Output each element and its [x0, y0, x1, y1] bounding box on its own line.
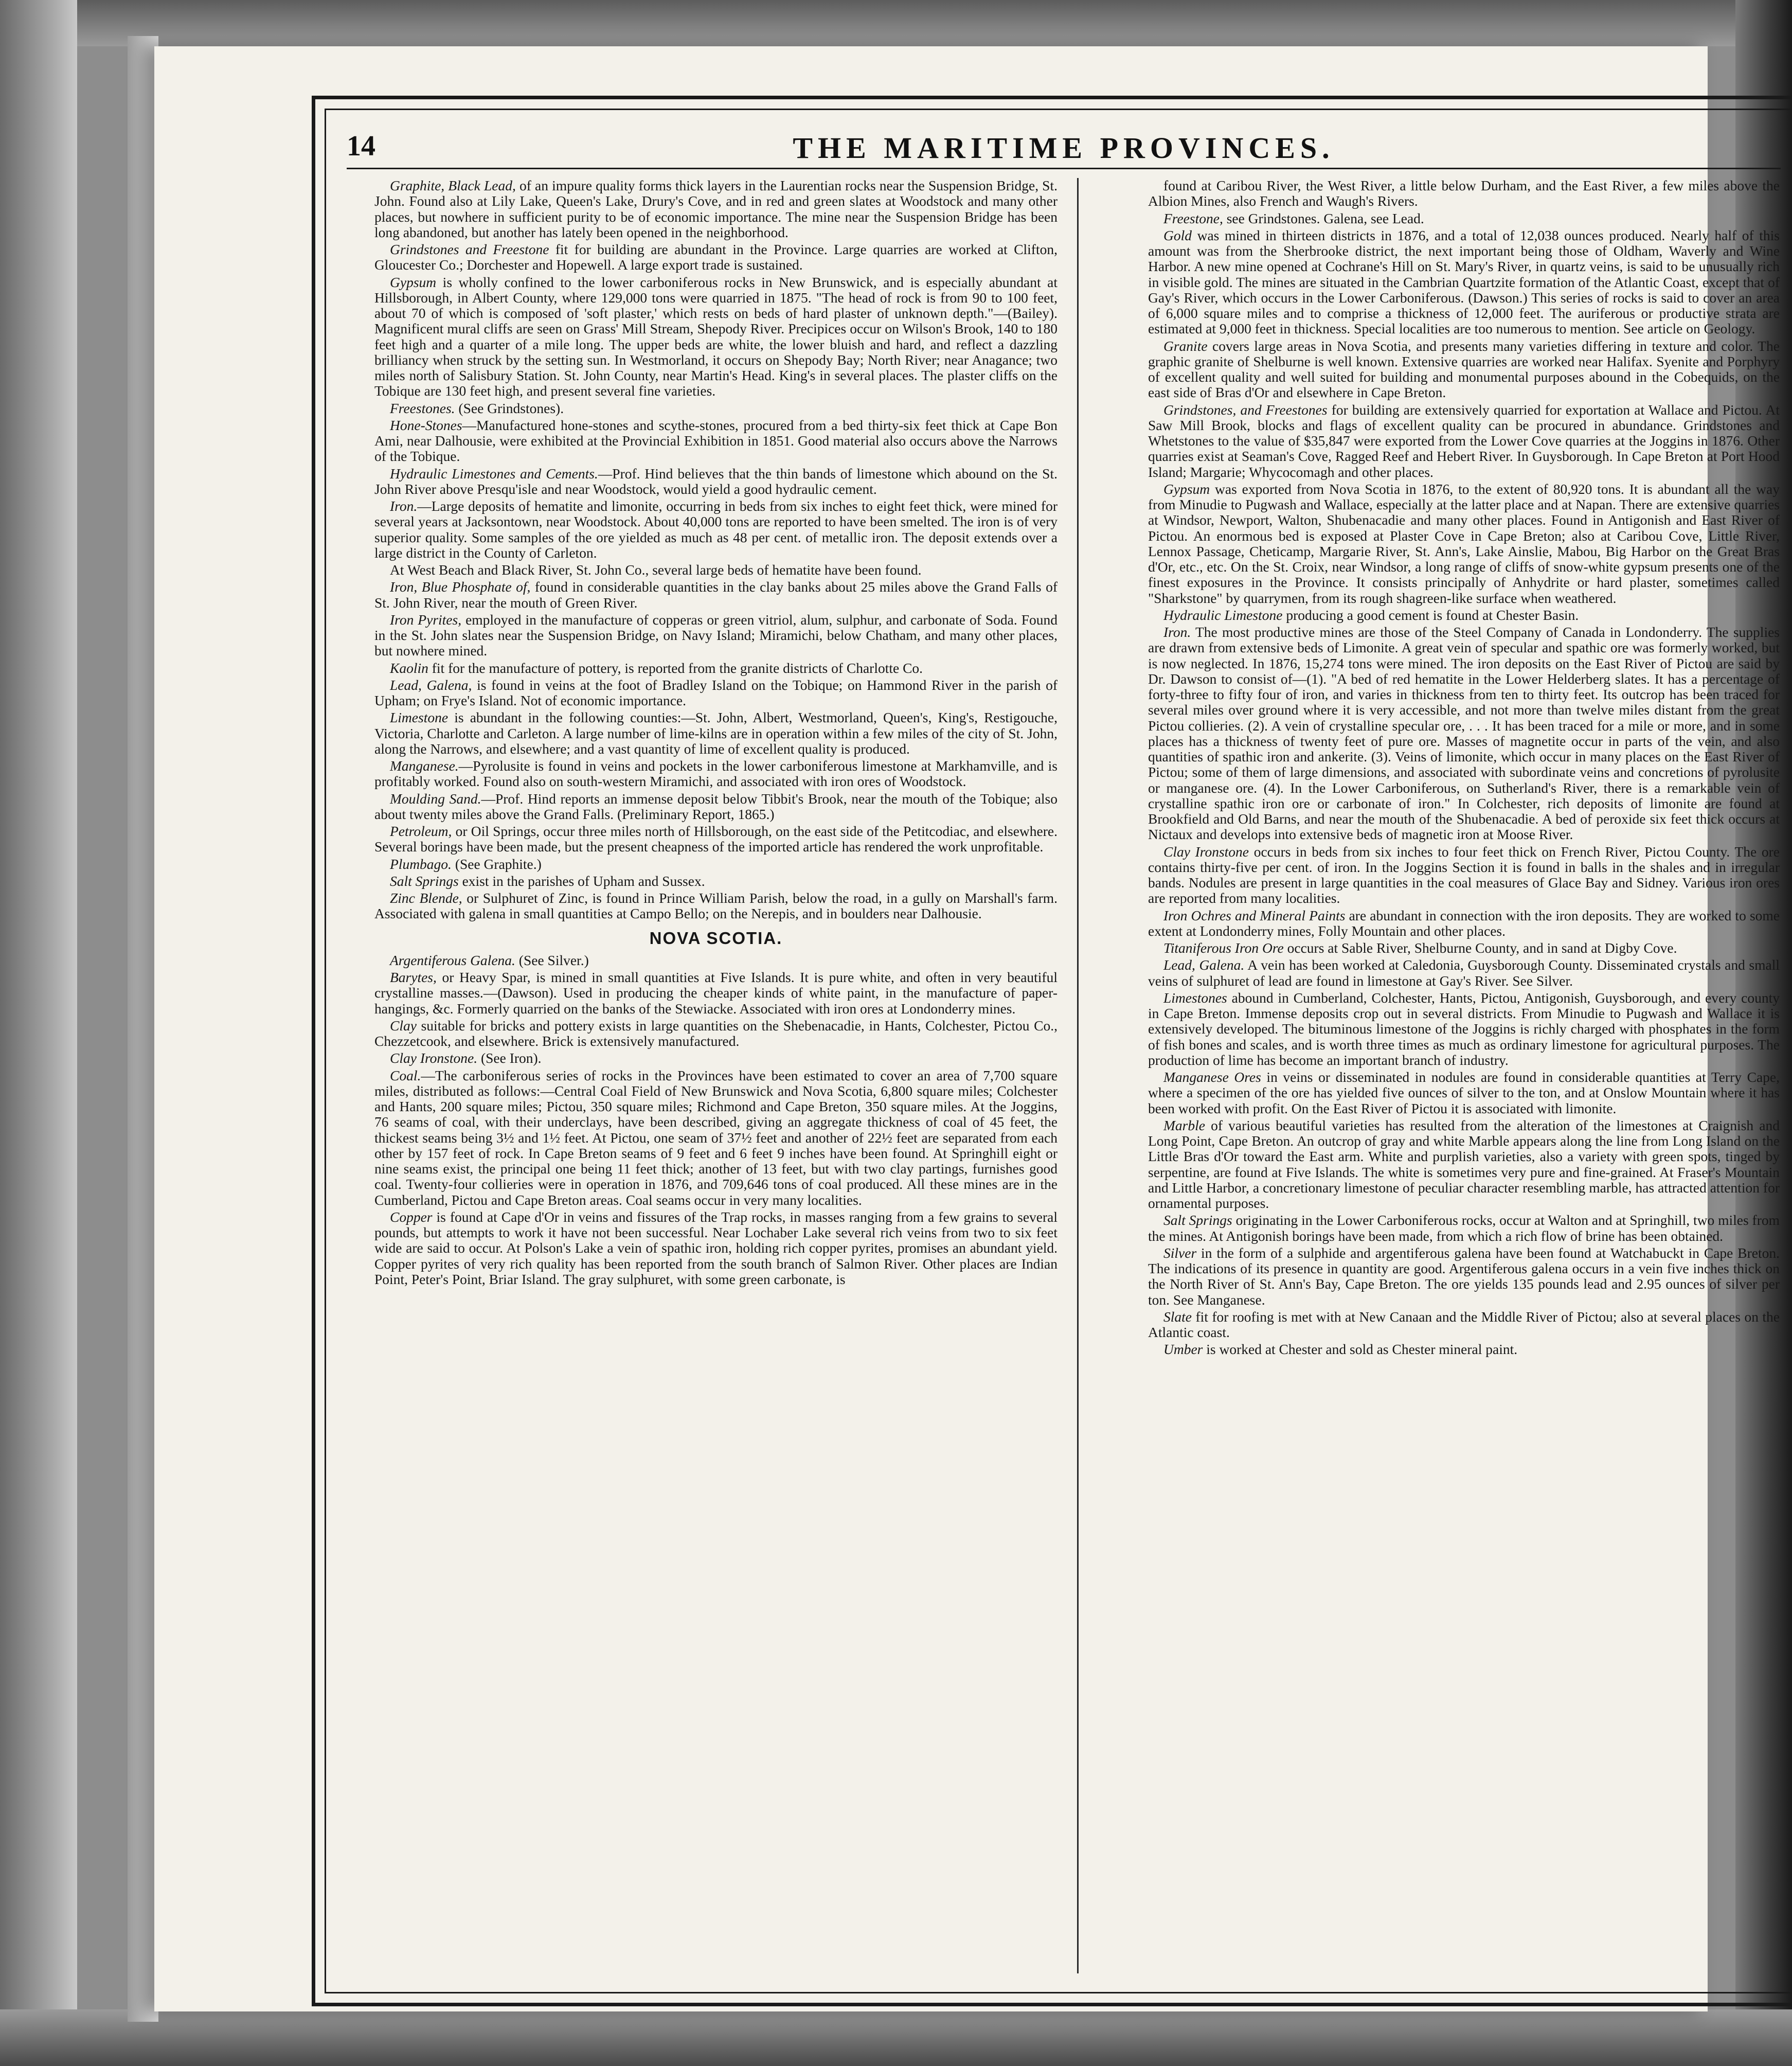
- entry-term: Gypsum: [1163, 480, 1210, 497]
- page-border-inner: [325, 109, 1792, 1993]
- right-column: [1148, 178, 1780, 1973]
- entry-term: Marble: [1163, 1117, 1205, 1133]
- scan-background-left: [0, 0, 77, 2066]
- paragraph: [1148, 957, 1780, 989]
- right-column-paragraphs: [1148, 178, 1780, 1358]
- entry-term: Hone-Stones: [390, 417, 462, 433]
- entry-text: —Prof. Hind reports an immense deposit below Tibbit's Brook, near the mouth of the Tobique; also about twenty miles above the Grand Falls. (Preliminary Report, 1865.): [374, 790, 1058, 822]
- entry-text: The most productive mines are those of the Steel Company of Canada in Londonderry. The supplies are drawn from extensive beds of Limonite. A great vein of specular and spathic ore was formerly worked, but is now neglected. In 1876, 15,274 tons were mined. The iron deposits on the East River of Pictou are said by Dr. Dawson to consist of—(1). "A bed of red hematite in the Lower Helderberg slates. It has a percentage of forty-three to fifty four of iron, and varies in thickness from ten to thirty feet. Its outcrop has been traced for several miles over ground where it is very accessible, and not more than twelve miles distant from the great Pictou collieries. (2). A vein of crystalline specular ore, . . . It has been traced for a mile or more, and in some places has a thickness of twenty feet of pure ore. Masses of magnetite occur in parts of the vein, and also quantities of spathic iron and ankerite. (3). Veins of limonite, which occur in many places on the East River of Pictou; some of them of large dimensions, and associated with subordinate veins and concretions of pyrolusite or manganese ore. (4). In the Lower Carboniferous, on Sutherland's River, there is a remarkable vein of crystalline spathic iron ore or carbonate of iron." In Colchester, rich deposits of limonite are found at Brookfield and Old Barns, and near the mouth of the Shubenacadie. A bed of peroxide six feet thick occurs at Nictaux and develops into extensive beds of magnetic iron at Moose River.: [1148, 624, 1780, 843]
- entry-term: Hydraulic Limestones and Cements.: [390, 465, 598, 482]
- entry-text: (See Grindstones).: [455, 400, 564, 416]
- paragraph: [374, 874, 1058, 889]
- entry-term: Clay Ironstone: [1163, 843, 1249, 860]
- entry-text: fit for roofing is met with at New Canaan and the Middle River of Pictou; also at several places on the Atlantic coast.: [1148, 1308, 1780, 1340]
- paragraph: [374, 1050, 1058, 1066]
- entry-term: Coal.: [390, 1067, 421, 1083]
- paragraph: [1148, 402, 1780, 480]
- paragraph: [374, 661, 1058, 676]
- entry-text: occurs in beds from six inches to four feet thick on French River, Pictou County. The ore contains thirty-five per cent. of iron. In the Joggins Section it is found in balls in the shales and in irregular bands. Nodules are present in large quantities in the coal measures of Glace Bay and Sidney. Various iron ores are reported from many localities.: [1148, 843, 1780, 906]
- entry-term: Hydraulic Limestone: [1163, 607, 1283, 623]
- entry-term: Iron.: [390, 498, 418, 514]
- scan-background-top: [0, 0, 1792, 46]
- paragraph: [1148, 339, 1780, 401]
- paragraph: [374, 710, 1058, 757]
- paragraph: [374, 242, 1058, 273]
- paragraph: [374, 758, 1058, 790]
- entry-term: Graphite, Black Lead,: [390, 178, 516, 193]
- entry-term: Kaolin: [390, 660, 428, 676]
- paragraph: [374, 791, 1058, 823]
- entry-text: fit for building are abundant in the Province. Large quarries are worked at Clifton, Gloucester Co.; Dorchester and Hopewell. A large export trade is sustained.: [374, 241, 1058, 273]
- entry-text: originating in the Lower Carboniferous rocks, occur at Walton and at Springhill, two miles from the mines. At Antigonish borings have been made, from which a rich flow of brine has been obtained.: [1148, 1212, 1780, 1244]
- column-rule: [1077, 178, 1079, 1973]
- entry-term: Granite: [1163, 337, 1208, 354]
- entry-term: Iron.: [1163, 624, 1191, 640]
- paragraph: [1148, 1342, 1780, 1357]
- paragraph: [1148, 1118, 1780, 1212]
- entry-text: is wholly confined to the lower carboniferous rocks in New Brunswick, and is especially abundant at Hillsborough, in Albert County, where 129,000 tons were quarried in 1875. "The head of rock is from 90 to 100 feet, about 70 of which is composed of 'soft plaster,' which rests on beds of hard plaster of unknown depth."—(Bailey). Magnificent mural cliffs are seen on Grass' Mill Stream, Shepody River. Precipices occur on Wilson's Brook, 140 to 180 feet high and a quarter of a mile long. The upper beds are white, the lower bluish and hard, and reflect a dazzling brilliancy when struck by the setting sun. In Westmorland, it occurs on Shepody Bay; North River; near Anagance; two miles north of Salisbury Station. St. John County, near Martin's Head. King's in several places. The plaster cliffs on the Tobique are 130 feet high, and present several fine varieties.: [374, 274, 1058, 399]
- paragraph: [1148, 211, 1780, 226]
- entry-text: in veins or disseminated in nodules are found in considerable quantities at Terry Cape, where a specimen of the ore has yielded five ounces of silver to the ton, and at Onslow Mountain where it has been worked with profit. On the East River of Pictou it is associated with limonite.: [1148, 1069, 1780, 1116]
- paragraph: [374, 579, 1058, 611]
- entry-text: is abundant in the following counties:—St. John, Albert, Westmorland, Queen's, King's, Restigouche, Victoria, Charlotte and Carleton. A large number of lime-kilns are in operation within a few miles of the city of St. John, along the Narrows, and elsewhere; and a vast quantity of lime of excellent quality is produced.: [374, 709, 1058, 757]
- paragraph: [1148, 228, 1780, 337]
- entry-text: employed in the manufacture of copperas or green vitriol, alum, sulphur, and carbonate of Soda. Found in the St. John slates near the Suspension Bridge, on Navy Island; Miramichi, below Chatham, and many other places, but nowhere mined.: [374, 611, 1058, 659]
- entry-term: Manganese.: [390, 758, 459, 774]
- entry-term: Lead, Galena,: [390, 676, 472, 693]
- paragraph: [1148, 1070, 1780, 1116]
- entry-term: Iron Pyrites,: [390, 611, 462, 628]
- entry-term: Argentiferous Galena.: [390, 952, 515, 968]
- document-page: [154, 46, 1780, 2011]
- paragraph: [1148, 178, 1780, 209]
- entry-text: for building are extensively quarried for exportation at Wallace and Pictou. At Saw Mill Brook, blocks and flags of excellent quality can be procured in abundance. Grindstones and Whetstones to the value of $35,847 were exported from the Lower Cove quarries at the Joggins in 1876. Other quarries exist at Seaman's Cove, Ragged Reef and Hebert River. In Guysborough. In Cape Breton at Port Hood Island; Margarie; Whycocomagh and other places.: [1148, 401, 1780, 480]
- entry-term: Barytes,: [390, 969, 437, 986]
- paragraph: [1148, 1213, 1780, 1244]
- entry-term: Copper: [390, 1208, 433, 1225]
- entry-term: Zinc Blende,: [390, 890, 462, 906]
- paragraph: [374, 498, 1058, 561]
- paragraph: [1148, 990, 1780, 1068]
- paragraph: [374, 1209, 1058, 1287]
- entry-term: Grindstones and Freestone: [390, 241, 549, 257]
- paragraph: [374, 678, 1058, 709]
- entry-text: or Sulphuret of Zinc, is found in Prince William Parish, below the road, in a gully on Marshall's farm. Associated with galena in small quantities at Campo Bello; on the Nerepis, and in boulders near Dalhousie.: [374, 890, 1058, 922]
- page-number: 14: [347, 130, 375, 162]
- paragraph: [374, 178, 1058, 240]
- paragraph: [1148, 940, 1780, 956]
- entry-text: producing a good cement is found at Chester Basin.: [1282, 607, 1579, 623]
- paragraph: [374, 857, 1058, 872]
- paragraph: [374, 401, 1058, 416]
- entry-term: Iron, Blue Phosphate of,: [390, 579, 531, 595]
- entry-text: covers large areas in Nova Scotia, and presents many varieties differing in texture and color. The graphic granite of Shelburne is well known. Extensive quarries are worked near Halifax. Syenite and Porphyry of excellent quality and well suited for building and monumental purposes abound in the Cobequids, on the east side of Bras d'Or and elsewhere in Cape Breton.: [1148, 337, 1780, 401]
- scan-background-bottom: [0, 2009, 1792, 2066]
- paragraph: [374, 970, 1058, 1017]
- entry-term: Slate: [1163, 1308, 1192, 1325]
- entry-text: At West Beach and Black River, St. John Co., several large beds of hematite have been found.: [390, 562, 922, 578]
- paragraph: [374, 824, 1058, 855]
- paragraph: [1148, 1309, 1780, 1341]
- paragraph: [1148, 1245, 1780, 1308]
- paragraph: [374, 562, 1058, 578]
- paragraph: [374, 1018, 1058, 1049]
- paragraph: [374, 1068, 1058, 1208]
- entry-term: Grindstones, and Freestones: [1163, 401, 1328, 418]
- entry-text: is found in veins at the foot of Bradley Island on the Tobique; on Hammond River in the parish of Upham; on Frye's Island. Not of economic importance.: [374, 676, 1058, 708]
- running-title: THE MARITIME PROVINCES.: [793, 131, 1335, 165]
- paragraph: [374, 275, 1058, 399]
- page-header: [347, 126, 1781, 172]
- entry-text: exist in the parishes of Upham and Sussex.: [458, 872, 705, 889]
- entry-text: occurs at Sable River, Shelburne County, and in sand at Digby Cove.: [1283, 940, 1677, 956]
- entry-text: fit for the manufacture of pottery, is reported from the granite districts of Charlotte Co.: [428, 660, 923, 676]
- entry-text: (See Graphite.): [451, 856, 542, 872]
- entry-term: Umber: [1163, 1341, 1203, 1358]
- entry-text: abound in Cumberland, Colchester, Hants, Pictou, Antigonish, Guysborough, and every county in Cape Breton. Immense deposits crop out in several districts. From Minudie to Pugwash and Wallace it is extensively developed. The bituminous limestone of the Joggins is richly charged with phosphates in the form of fish bones and scales, and is worth three times as much as ordinary limestone for agricultural purposes. The production of lime has become an important branch of industry.: [1148, 989, 1780, 1068]
- entry-term: Limestones: [1163, 989, 1227, 1006]
- entry-term: Moulding Sand.: [390, 790, 481, 807]
- entry-text: found in considerable quantities in the clay banks about 25 miles above the Grand Falls of St. John River, near the mouth of Green River.: [374, 579, 1058, 611]
- paragraph: [1148, 608, 1780, 623]
- paragraph: [374, 890, 1058, 922]
- entry-term: Gypsum: [390, 274, 437, 290]
- paragraph: [374, 953, 1058, 968]
- entry-text: —Pyrolusite is found in veins and pockets in the lower carboniferous limestone at Markhamville, and is profitably worked. Found also on south-western Miramichi, and associated with iron ores of Woodstock.: [374, 758, 1058, 790]
- entry-text: (See Silver.): [515, 952, 589, 968]
- entry-term: Titaniferous Iron Ore: [1163, 940, 1284, 956]
- entry-text: are abundant in connection with the iron deposits. They are worked to some extent at Londonderry mines, Folly Mountain and other places.: [1148, 907, 1780, 939]
- paragraph: [374, 418, 1058, 465]
- paragraph: [1148, 482, 1780, 606]
- entry-term: Salt Springs: [1163, 1212, 1232, 1228]
- entry-term: Plumbago.: [390, 856, 452, 872]
- entry-text: or Oil Springs, occur three miles north of Hillsborough, on the east side of the Petitcodiac, and elsewhere. Several borings have been made, but the present cheapness of the imported article has rendered the work unprofitable.: [374, 823, 1058, 855]
- entry-text: or Heavy Spar, is mined in small quantities at Five Islands. It is pure white, and often in very beautiful crystalline masses.—(Dawson). Used in producing the cheaper kinds of white paint, in the manufacture of paper-hangings, &c. Formerly quarried on the banks of the Stewiacke. Associated with iron ores at Londonderry mines.: [374, 969, 1058, 1017]
- paragraph: [1148, 844, 1780, 906]
- page-border-outer: [312, 96, 1792, 2006]
- paragraph: [1148, 625, 1780, 843]
- entry-text: is worked at Chester and sold as Chester mineral paint.: [1203, 1341, 1518, 1358]
- page-edge: [128, 36, 158, 2022]
- entry-text: in the form of a sulphide and argentiferous galena have been found at Watchabuckt in Cape Breton. The indications of its presence in quantity are good. Argentiferous galena occurs in a vein five inches thick on the North River of St. Ann's Bay, Cape Breton. The ore yields 135 pounds lead and 2.95 ounces of silver per ton. See Manganese.: [1148, 1244, 1780, 1308]
- entry-term: Lead, Galena.: [1163, 957, 1245, 973]
- nova-scotia-paragraphs: [374, 953, 1058, 1287]
- entry-term: Manganese Ores: [1163, 1069, 1261, 1085]
- entry-term: Freestones.: [390, 400, 455, 416]
- paragraph: [1148, 908, 1780, 939]
- entry-text: is found at Cape d'Or in veins and fissures of the Trap rocks, in masses ranging from a few grains to several pounds, but attempts to work it have not been successful. Near Lochaber Lake several rich veins from two to six feet wide are said to occur. At Polson's Lake a vein of spathic iron, holding rich copper pyrites, promises an abundant yield. Copper pyrites of very rich quality has been reported from the south branch of Salmon River. Other places are Indian Point, Peter's Point, Briar Island. The gray sulphuret, with some green carbonate, is: [374, 1208, 1058, 1287]
- entry-term: Freestone,: [1163, 210, 1223, 226]
- left-column-paragraphs: [374, 178, 1058, 922]
- entry-term: Clay Ironstone.: [390, 1050, 478, 1066]
- entry-text: (See Iron).: [477, 1050, 542, 1066]
- entry-text: A vein has been worked at Caledonia, Guysborough County. Disseminated crystals and small veins of sulphuret of lead are found in limestone at Gay's River. See Silver.: [1148, 957, 1780, 989]
- entry-term: Salt Springs: [390, 872, 459, 889]
- entry-text: was mined in thirteen districts in 1876, and a total of 12,038 ounces produced. Nearly half of this amount was from the Sherbrooke district, the next important being those of Oldham, Waverly and Wine Harbor. A new mine opened at Cochrane's Hill on St. Mary's River, in quartz veins, is said to be unusually rich in visible gold. The mines are situated in the Cambrian Quartzite formation of the Atlantic Coast, except that of Gay's River, which occurs in the Lower Carboniferous. (Dawson.) This series of rocks is said to cover an area of 6,000 square miles and to comprise a thickness of 12,000 feet. The auriferous or productive strata are estimated at 9,000 feet in thickness. Special localities are too numerous to mention. See article on Geology.: [1148, 227, 1780, 337]
- entry-text: of an impure quality forms thick layers in the Laurentian rocks near the Suspension Bridge, St. John. Found also at Lily Lake, Queen's Lake, Drury's Cove, and in red and green slates at Woodstock and many other places, but nowhere in sufficient purity to be of economic importance. The mine near the Suspension Bridge has been long abandoned, but another has lately been opened in the neighborhood.: [374, 178, 1058, 240]
- entry-term: Silver: [1163, 1244, 1197, 1261]
- entry-term: Clay: [390, 1017, 417, 1034]
- entry-text: —Manufactured hone-stones and scythe-stones, procured from a bed thirty-six feet thick at Cape Bon Ami, near Dalhousie, were exhibited at the Provincial Exhibition in 1851. Good material also occurs above the Narrows of the Tobique.: [374, 417, 1058, 465]
- paragraph: [374, 612, 1058, 659]
- entry-text: —Prof. Hind believes that the thin bands of limestone which abound on the St. John River above Presqu'isle and near Woodstock, would yield a good hydraulic cement.: [374, 465, 1058, 497]
- entry-text: see Grindstones. Galena, see Lead.: [1223, 210, 1424, 226]
- paragraph: [374, 466, 1058, 497]
- entry-term: Iron Ochres and Mineral Paints: [1163, 907, 1346, 923]
- entry-term: Limestone: [390, 709, 449, 726]
- entry-text: was exported from Nova Scotia in 1876, to the extent of 80,920 tons. It is abundant all the way from Minudie to Pugwash and Wallace, especially at the latter place and at Napan. There are extensive quarries at Windsor, Newport, Walton, Shubenacadie and many other places. Found in Antigonish and East River of Pictou. An enormous bed is exposed at Plaster Cove in Cape Breton; also at Caribou Cove, Little River, Lennox Passage, Cheticamp, Margarie River, St. Ann's, Lake Ainslie, Mabou, Big Harbor on the Great Bras d'Or, etc., etc. On the St. Croix, near Windsor, a long range of cliffs of snow-white gypsum presents one of the finest exposures in the Province. It consists principally of Anhydrite or hard plaster, sometimes called "Sharkstone" by quarrymen, from its rough shagreen-like surface when weathered.: [1148, 480, 1780, 606]
- left-column: [374, 178, 1058, 1973]
- entry-text: —The carboniferous series of rocks in the Provinces have been estimated to cover an area of 7,700 square miles, distributed as follows:—Central Coal Field of New Brunswick and Nova Scotia, 6,800 square miles; Colchester and Hants, 200 square miles; Pictou, 350 square miles; Richmond and Cape Breton, 350 square miles. At the Joggins, 76 seams of coal, with their underclays, have been described, giving an aggregate thickness of coal of 45 feet, the thickest seams being 3½ and 1½ feet. At Pictou, one seam of 37½ feet and another of 22½ feet are separated from each other by 157 feet of rock. In Cape Breton seams of 9 feet and 6 feet 9 inches have been found. At Springhill eight or nine seams exist, the principal one being 11 feet thick; another of 13 feet, but with two clay partings, furnishes good coal. Twenty-four collieries were in operation in 1876, and 709,646 tons of coal produced. All these mines are in the Cumberland, Pictou and Cape Breton areas. Coal seams occur in very many localities.: [374, 1067, 1058, 1208]
- entry-term: Petroleum,: [390, 823, 452, 839]
- entry-text: found at Caribou River, the West River, a little below Durham, and the East River, a few miles above the Albion Mines, also French and Waugh's Rivers.: [1148, 178, 1780, 209]
- header-rule: [347, 168, 1781, 169]
- section-heading-nova-scotia: NOVA SCOTIA.: [649, 928, 783, 948]
- entry-text: of various beautiful varieties has resulted from the alteration of the limestones at Craignish and Long Point, Cape Breton. An outcrop of gray and white Marble appears along the line from Long Island on the Little Bras d'Or toward the East arm. White and purplish varieties, also a variety with green spots, tinged by serpentine, are found at Five Islands. The white is sometimes very pure and fine-grained. At Fraser's Mountain and Little Harbor, a concretionary limestone of peculiar character resembling marble, has attracted attention for ornamental purposes.: [1148, 1117, 1780, 1211]
- entry-text: —Large deposits of hematite and limonite, occurring in beds from six inches to eight feet thick, were mined for several years at Jacksontown, near Woodstock. About 40,000 tons are reported to have been smelted. The iron is of very superior quality. Some samples of the ore yielded as much as 48 per cent. of metallic iron. The deposit extends over a large district in the County of Carleton.: [374, 498, 1058, 561]
- entry-term: Gold: [1163, 227, 1192, 243]
- entry-text: suitable for bricks and pottery exists in large quantities on the Shebenacadie, in Hants, Colchester, Pictou Co., Chezzetcook, and elsewhere. Brick is extensively manufactured.: [374, 1017, 1058, 1049]
